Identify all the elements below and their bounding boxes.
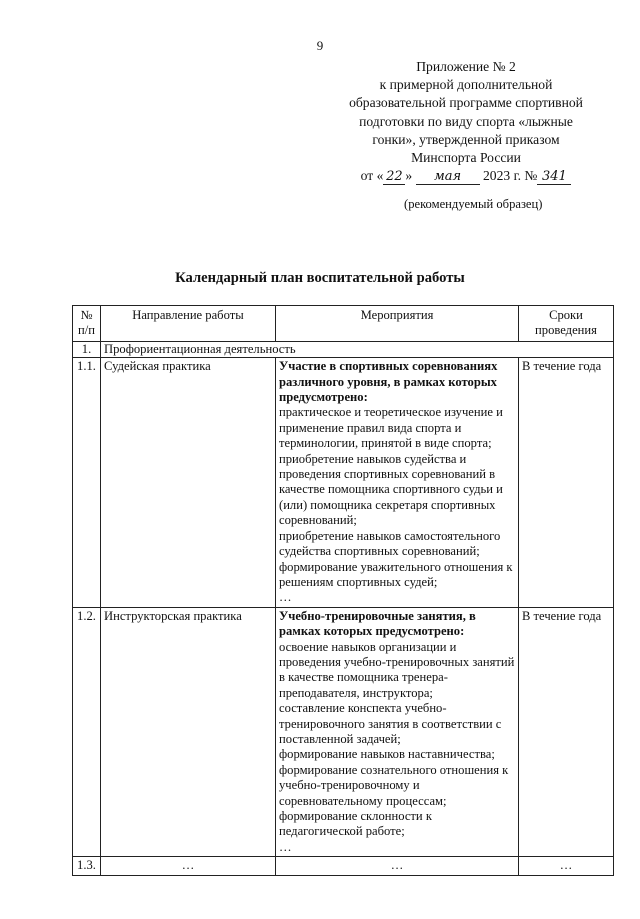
row-direction: Судейская практика	[101, 358, 276, 608]
appendix-block	[330, 58, 602, 185]
row-direction: …	[101, 857, 276, 875]
plan-table	[72, 305, 614, 876]
table-row	[73, 607, 614, 857]
activity-item: приобретение навыков самостоятельного судейства спортивных соревнований;	[279, 528, 501, 559]
activity-item: освоение навыков организации и проведения учебно-тренировочных занятий в качестве помощника тренера-преподавателя, инструктора;	[279, 639, 515, 700]
section-row	[73, 341, 614, 357]
date-prefix: от «	[360, 168, 384, 184]
header-num: № п/п	[73, 306, 101, 342]
row-num: 1.1.	[73, 358, 101, 608]
table-row	[73, 358, 614, 608]
row-direction: Инструкторская практика	[101, 607, 276, 857]
activity-item: формирование уважительного отношения к решениям спортивных судей;	[279, 559, 513, 589]
activity-item: …	[279, 839, 292, 854]
appendix-line: образовательной программе спортивной	[349, 95, 583, 111]
date-year: 2023 г. №	[482, 168, 538, 184]
activity-item: …	[279, 590, 292, 605]
row-terms: В течение года	[519, 607, 614, 857]
activity-item: формирование склонности к педагогической работе;	[279, 809, 432, 839]
activity-item: практическое и теоретическое изучение и применение правил вида спорта и терминологии, принятой в виде спорта;	[279, 405, 503, 451]
section-title: Профориентационная деятельность	[101, 341, 614, 357]
date-mid: »	[405, 168, 413, 184]
activity-item: составление конспекта учебно-тренировочного занятия в соответствии с поставленной задачей;	[279, 701, 502, 746]
appendix-line: гонки», утвержденной приказом	[372, 131, 560, 147]
table-header-row	[73, 306, 614, 342]
section-num: 1.	[73, 341, 101, 357]
row-num: 1.2.	[73, 607, 101, 857]
appendix-line: Минспорта России	[411, 150, 521, 166]
table-row	[73, 857, 614, 875]
activity-heading: Учебно-тренировочные занятия, в рамках которых предусмотрено:	[279, 608, 476, 639]
appendix-line: к примерной дополнительной	[379, 77, 553, 93]
activity-heading: Участие в спортивных соревнованиях различного уровня, в рамках которых предусмотрено:	[279, 359, 498, 405]
activity-item: формирование навыков наставничества;	[279, 747, 495, 762]
order-date-line	[330, 167, 602, 185]
header-activities: Мероприятия	[276, 306, 519, 342]
header-direction: Направление работы	[101, 306, 276, 342]
handwritten-day: 22	[383, 170, 405, 185]
document-title: Календарный план воспитательной работы	[175, 270, 465, 286]
row-terms: В течение года	[519, 358, 614, 608]
recommended-sample-note: (рекомендуемый образец)	[404, 197, 543, 211]
row-num: 1.3.	[73, 857, 101, 875]
header-terms: Сроки проведения	[519, 306, 614, 342]
appendix-line: подготовки по виду спорта «лыжные	[359, 113, 573, 129]
row-activities: …	[276, 857, 519, 875]
activity-item: формирование сознательного отношения к учебно-тренировочному и соревновательному процессам;	[279, 762, 509, 808]
row-terms: …	[519, 857, 614, 875]
appendix-title: Приложение № 2	[416, 59, 516, 74]
handwritten-order-number: 341	[537, 170, 571, 185]
row-activities	[276, 358, 519, 608]
activity-item: приобретение навыков судейства и проведения спортивных соревнований в качестве помощника спортивного судьи и (или) помощника секретаря спортивных соревнований;	[279, 451, 503, 528]
page-number: 9	[316, 38, 324, 53]
handwritten-month: мая	[416, 170, 480, 185]
row-activities	[276, 607, 519, 857]
